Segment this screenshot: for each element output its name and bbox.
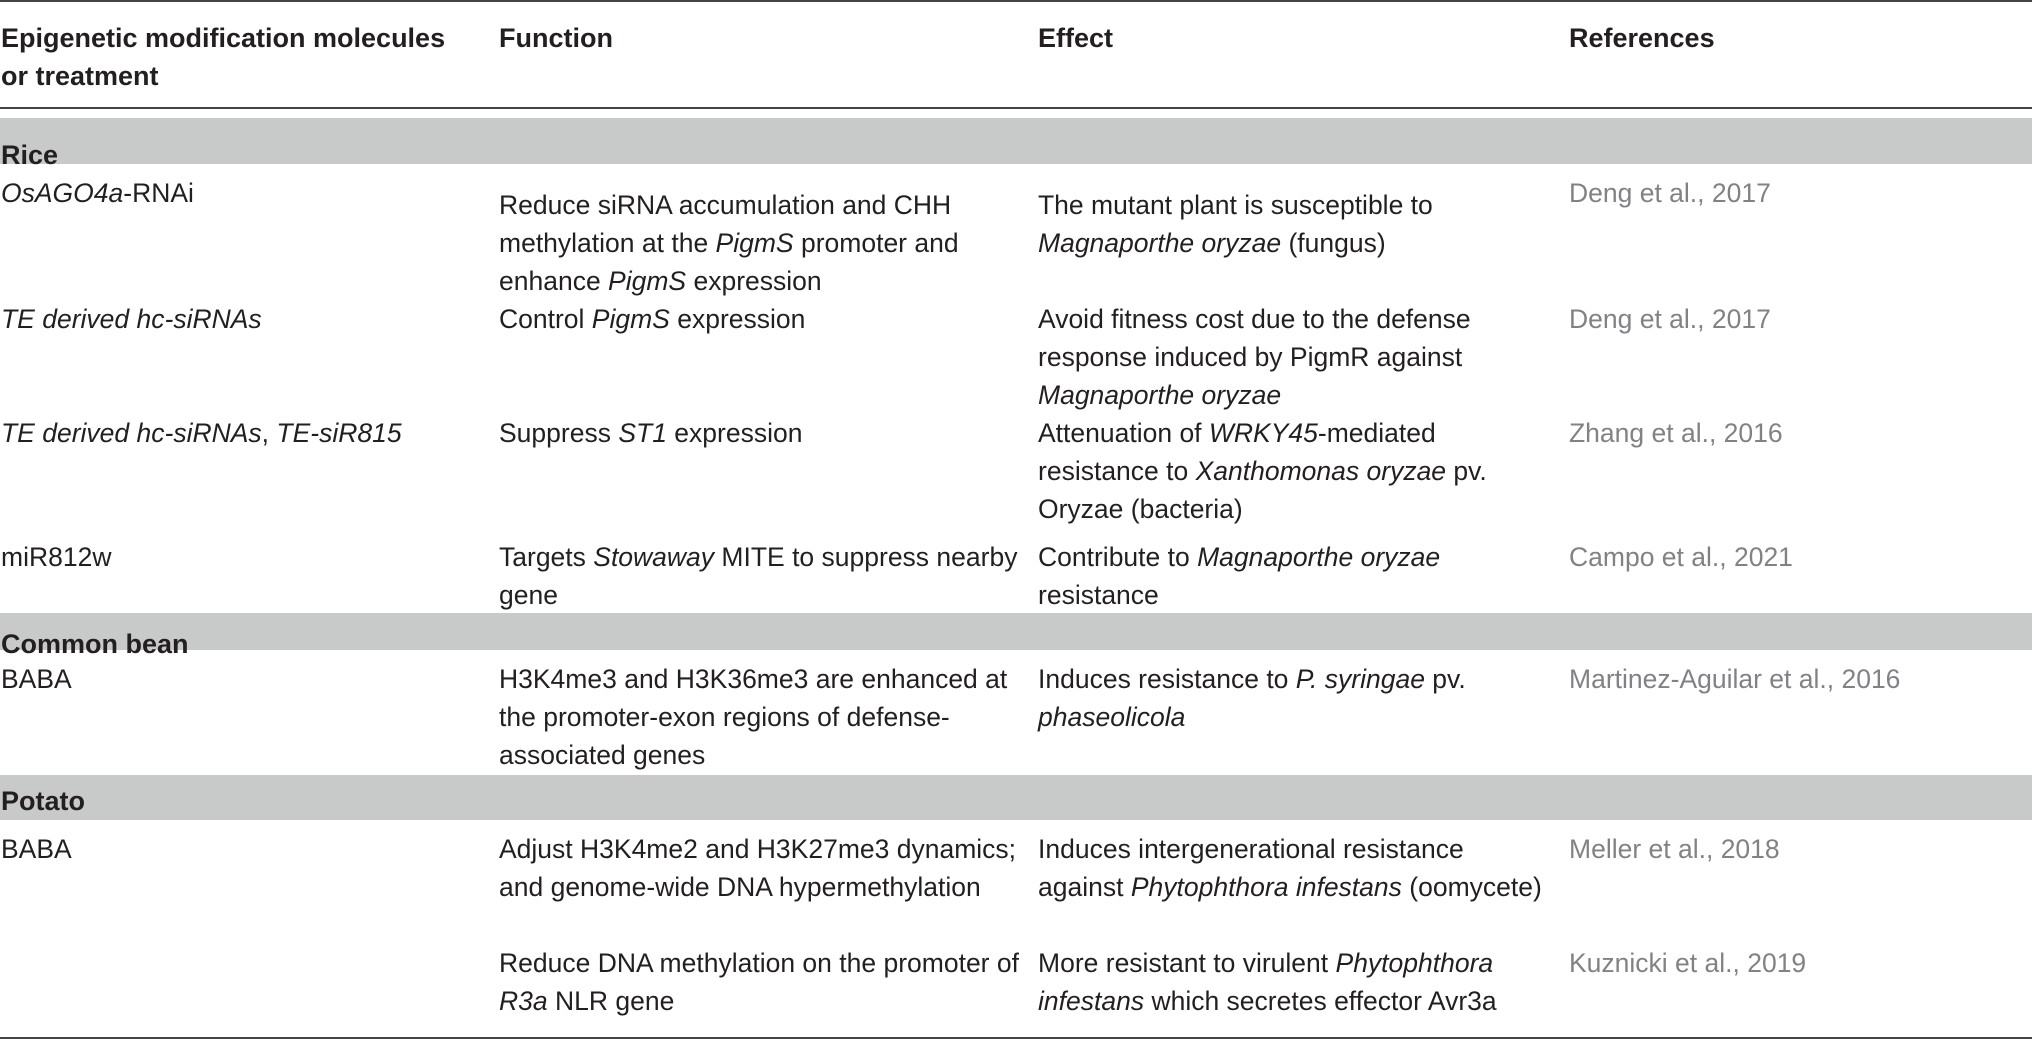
header-function: Function [499,23,613,53]
table-cell-reference: Deng et al., 2017 [1569,178,1771,208]
table-cell-molecule: TE derived hc-siRNAs [1,304,262,334]
table-cell-function: Targets Stowaway MITE to suppress nearby gene [499,542,1018,610]
table-bottom-rule [0,1037,2032,1039]
group-band-potato [0,775,2032,820]
table-cell-function: H3K4me3 and H3K36me3 are enhanced at the promoter-exon regions of defense-associated genes [499,664,1008,770]
table-cell-function: Reduce siRNA accumulation and CHH methylation at the PigmS promoter and enhance PigmS expression [499,190,959,296]
table-cell-reference: Zhang et al., 2016 [1569,418,1783,448]
table-cell-function: Reduce DNA methylation on the promoter of R3a NLR gene [499,948,1019,1016]
table-cell-effect: Attenuation of WRKY45-mediated resistance to Xanthomonas oryzae pv. Oryzae (bacteria) [1038,418,1487,524]
table-cell-reference: Meller et al., 2018 [1569,834,1780,864]
table-cell-reference: Campo et al., 2021 [1569,542,1793,572]
group-label-potato: Potato [1,786,85,816]
table-cell-reference: Martinez-Aguilar et al., 2016 [1569,664,1901,694]
group-band-rice [0,118,2032,170]
table-cell-reference: Kuznicki et al., 2019 [1569,948,1807,978]
table-cell-effect: Contribute to Magnaporthe oryzae resistance [1038,542,1441,610]
table-cell-molecule: OsAGO4a-RNAi [1,178,194,208]
header-effect: Effect [1038,23,1114,53]
table-cell-reference: Deng et al., 2017 [1569,304,1771,334]
table-cell-function: Suppress ST1 expression [499,418,803,448]
header-rule [0,107,2032,109]
header-references: References [1569,23,1715,53]
group-band-common-bean [0,613,2032,659]
table-cell-effect: Avoid fitness cost due to the defense response induced by PigmR against Magnaporthe oryzae [1038,304,1471,410]
table-cell-function: Adjust H3K4me2 and H3K27me3 dynamics; and genome-wide DNA hypermethylation [499,834,1017,902]
table-cell-effect: Induces resistance to P. syringae pv. phaseolicola [1038,664,1466,732]
header-molecule: Epigenetic modification molecules or treatment [1,23,446,91]
table-cell-molecule: BABA [1,834,72,864]
table-cell-molecule: BABA [1,664,72,694]
group-label-rice: Rice [1,140,59,170]
group-label-common-bean: Common bean [1,629,189,659]
table-cell-effect: More resistant to virulent Phytophthora infestans which secretes effector Avr3a [1038,948,1497,1016]
table-cell-molecule: miR812w [1,542,112,572]
table-cell-effect: Induces intergenerational resistance against Phytophthora infestans (oomycete) [1038,834,1542,902]
table-top-rule [0,0,2032,2]
table-cell-function: Control PigmS expression [499,304,806,334]
table-cell-effect: The mutant plant is susceptible to Magnaporthe oryzae (fungus) [1038,190,1433,258]
table-cell-molecule: TE derived hc-siRNAs, TE-siR815 [1,418,402,448]
